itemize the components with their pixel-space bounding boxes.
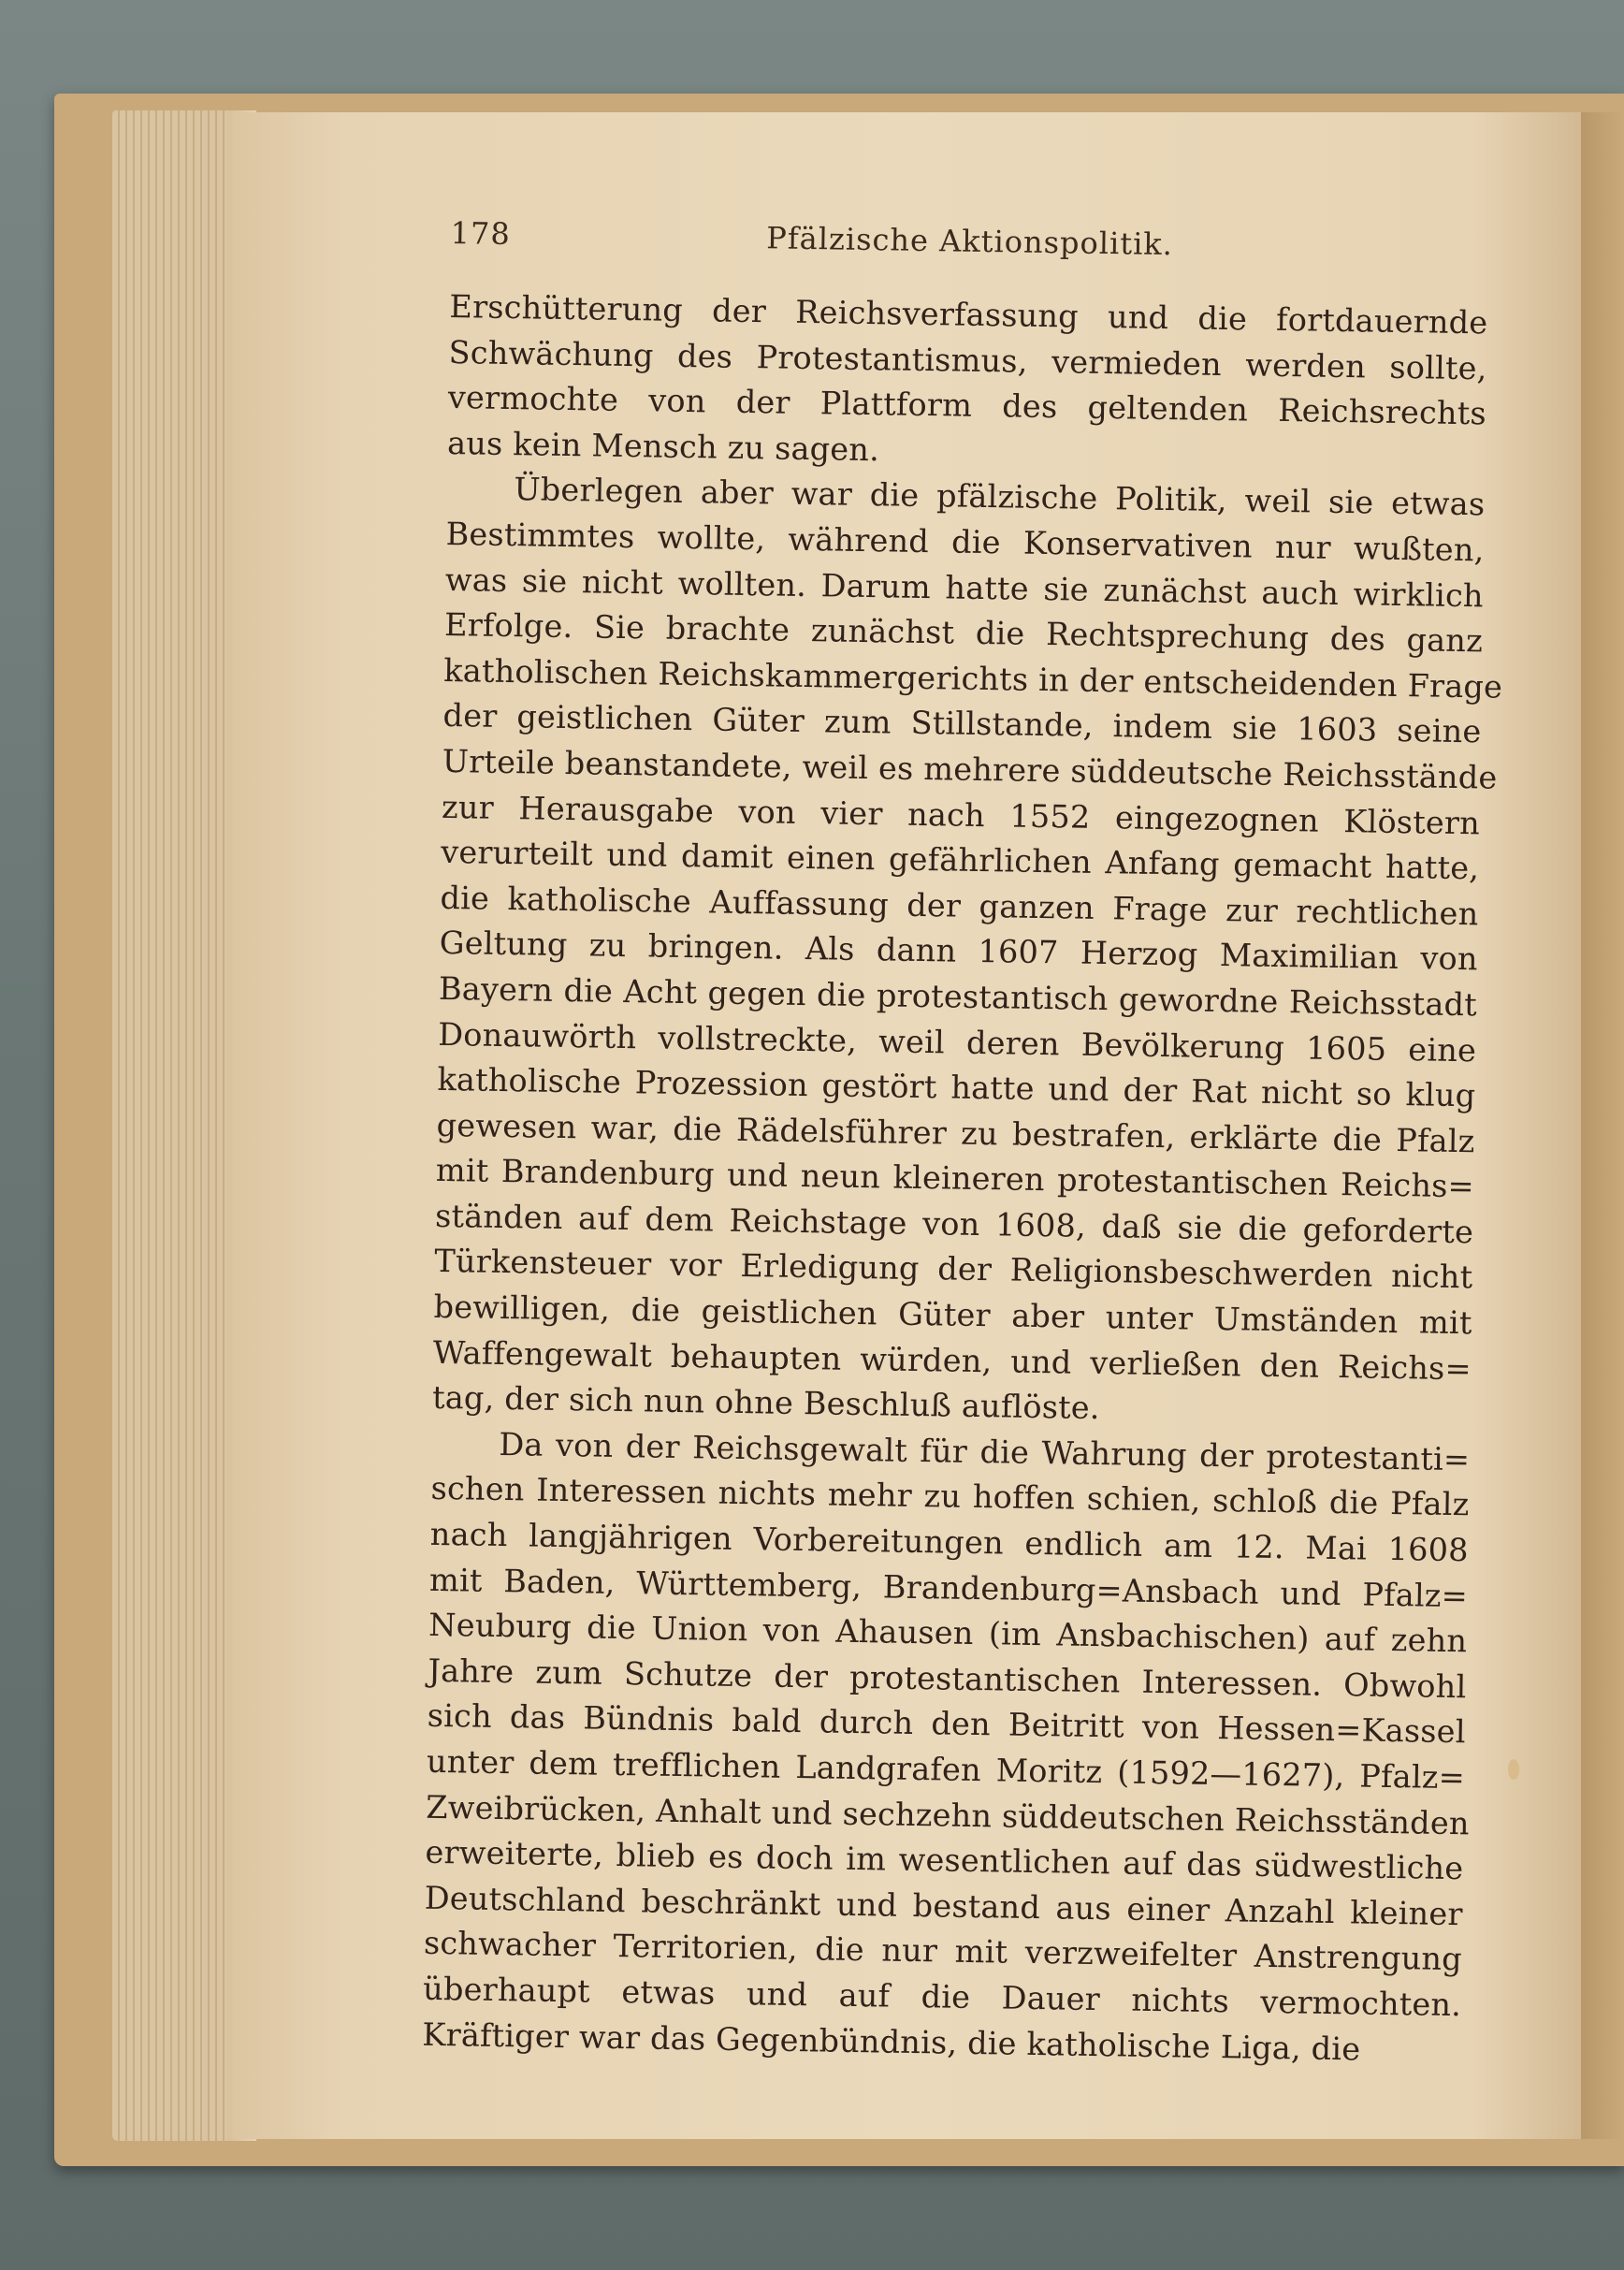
text-line: tag, der sich nun ohne Beschluß auflöste.: [431, 1379, 1100, 1427]
text-line: katholischen Reichskammergerichts in der entscheidenden Frage: [443, 651, 1503, 706]
text-line: Bestimmtes wollte, während die Konservativen nur wußten,: [445, 515, 1485, 569]
text-line: Da von der Reichsgewalt für die Wahrung der protestanti=: [499, 1425, 1471, 1478]
paragraph: [447, 284, 1488, 483]
text-line: Urteile beanstandete, weil es mehrere süddeutsche Reichsstände: [442, 742, 1498, 796]
text-line: Türkensteuer vor Erledigung der Religionsbeschwerden nicht: [434, 1243, 1473, 1296]
text-line: ständen auf dem Reichstage von 1608, daß sie die geforderte: [434, 1197, 1474, 1251]
text-line: Deutschland beschränkt und bestand aus einer Anzahl kleiner: [424, 1879, 1463, 1932]
text-line: verurteilt und damit einen gefährlichen Anfang gemacht hatte,: [441, 834, 1480, 887]
text-line: gewesen war, die Rädelsführer zu bestrafen, erklärte die Pfalz: [436, 1106, 1475, 1160]
running-title: Pfälzische Aktionspolitik.: [766, 220, 1174, 263]
text-line: Erschütterung der Reichsverfassung und die fortdauernde: [449, 287, 1488, 342]
text-line: Zweibrücken, Anhalt und sechzehn süddeutschen Reichsständen: [425, 1788, 1470, 1841]
text-line: Donauwörth vollstreckte, weil deren Bevölkerung 1605 eine: [437, 1015, 1477, 1069]
paragraph: [431, 466, 1503, 1437]
running-head: [450, 215, 1489, 287]
text-line: Neuburg die Union von Ahausen (im Ansbachischen) auf zehn: [428, 1607, 1468, 1660]
text-line: der geistlichen Güter zum Stillstande, indem sie 1603 seine: [442, 697, 1482, 750]
body-text: [422, 284, 1503, 2074]
text-line: mit Brandenburg und neun kleineren protestantischen Reichs=: [435, 1152, 1475, 1205]
text-line: katholische Prozession gestört hatte und der Rat nicht so klug: [437, 1060, 1476, 1114]
text-line: zur Herausgabe von vier nach 1552 eingezognen Klöstern: [441, 788, 1481, 841]
cover-right-edge: [1581, 112, 1624, 2139]
text-line: Jahre zum Schutze der protestantischen Interessen. Obwohl: [428, 1652, 1467, 1706]
text-line: schwacher Territorien, die nur mit verzweifelter Anstrengung: [423, 1925, 1463, 1978]
text-line: mit Baden, Württemberg, Brandenburg=Ansbach und Pfalz=: [428, 1561, 1469, 1614]
text-line: Bayern die Acht gegen die protestantisch gewordne Reichsstadt: [438, 969, 1478, 1024]
text-line: bewilligen, die geistlichen Güter aber unter Umständen mit: [433, 1288, 1472, 1342]
text-line: schen Interessen nichts mehr zu hoffen schien, schloß die Pfalz: [430, 1470, 1470, 1523]
text-line: Überlegen aber war die pfälzische Politik, weil sie etwas: [514, 471, 1486, 523]
text-line: sich das Bündnis bald durch den Beitritt von Hessen=Kassel: [427, 1697, 1466, 1751]
text-line: erweiterte, blieb es doch im wesentlichen auf das südwestliche: [425, 1833, 1464, 1887]
page-content: [422, 215, 1503, 2068]
text-line: Geltung zu bringen. Als dann 1607 Herzog Maximilian von: [439, 924, 1478, 978]
text-line: was sie nicht wollten. Darum hatte sie zunächst auch wirklich: [444, 560, 1485, 614]
text-line: nach langjährigen Vorbereitungen endlich am 12. Mai 1608: [429, 1515, 1470, 1569]
text-line: Schwächung des Protestantismus, vermieden werden sollte,: [448, 333, 1487, 387]
text-line: Waffengewalt behaupten würden, und verließen den Reichs=: [432, 1333, 1472, 1387]
text-line: aus kein Mensch zu sagen.: [446, 424, 880, 469]
text-line: Kräftiger war das Gegenbündnis, die katholische Liga, die: [422, 2015, 1361, 2068]
page-smudge: [1508, 1759, 1519, 1780]
text-line: unter dem trefflichen Landgrafen Moritz (1592—1627), Pfalz=: [426, 1742, 1466, 1797]
paragraph: [422, 1421, 1471, 2074]
page-number: 178: [450, 215, 512, 253]
page-stack-edges: [112, 110, 234, 2141]
text-line: Erfolge. Sie brachte zunächst die Rechtsprechung des ganz: [443, 606, 1484, 660]
text-line: vermochte von der Plattform des geltenden Reichsrechts: [447, 379, 1487, 432]
text-line: die katholische Auffassung der ganzen Frage zur rechtlichen: [440, 879, 1479, 933]
text-line: überhaupt etwas und auf die Dauer nichts vermochten.: [422, 1970, 1462, 2024]
book-page: [234, 112, 1581, 2139]
